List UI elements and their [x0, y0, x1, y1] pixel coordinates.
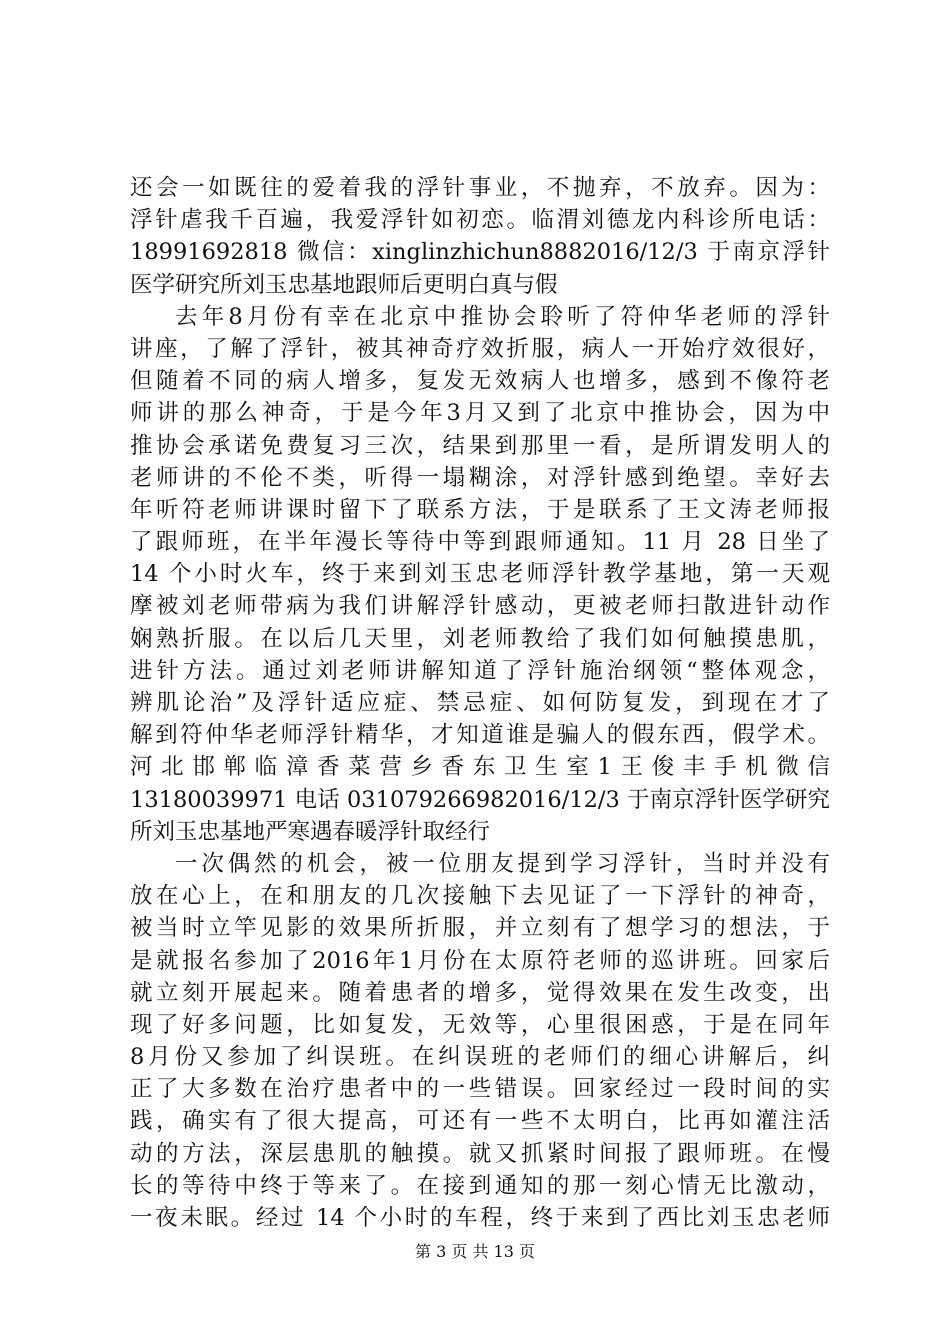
text-line: 13180039971 电话 031079266982016/12/3 于南京浮针医学研究 — [130, 786, 830, 813]
text-line: 进针方法。通过刘老师讲解知道了浮针施治纲领“整体观念， — [130, 657, 830, 684]
text-line: 现了好多问题，比如复发，无效等，心里很困惑，于是在同年 — [130, 1011, 830, 1038]
text-line: 讲座，了解了浮针，被其神奇疗效折服，病人一开始疗效很好， — [130, 335, 830, 362]
text-line: 了跟师班，在半年漫长等待中等到跟师通知。11 月 28 日坐了 — [130, 529, 830, 556]
body-text — [130, 172, 830, 1234]
text-line: 长的等待中终于等来了。在接到通知的那一刻心情无比激动， — [130, 1172, 830, 1199]
text-line: 解到符仲华老师浮针精华，才知道谁是骗人的假东西，假学术。 — [130, 722, 830, 749]
text-line: 师讲的那么神奇，于是今年3月又到了北京中推协会，因为中 — [130, 400, 830, 427]
text-line: 浮针虐我千百遍，我爱浮针如初恋。临渭刘德龙内科诊所电话： — [130, 207, 830, 234]
text-line: 但随着不同的病人增多，复发无效病人也增多，感到不像符老 — [130, 368, 830, 395]
text-line: 医学研究所刘玉忠基地跟师后更明白真与假 — [130, 271, 558, 298]
paragraph-first-line: 一次偶然的机会，被一位朋友提到学习浮针，当时并没有 — [175, 850, 830, 877]
paragraph-first-line: 去年8月份有幸在北京中推协会聆听了符仲华老师的浮针 — [175, 303, 830, 330]
text-line: 14 个小时火车，终于来到刘玉忠老师浮针教学基地，第一天观 — [130, 561, 830, 588]
text-line: 摩被刘老师带病为我们讲解浮针感动，更被老师扫散进针动作 — [130, 593, 830, 620]
text-line: 践，确实有了很大提高，可还有一些不太明白，比再如灌注活 — [130, 1108, 830, 1135]
text-line: 正了大多数在治疗患者中的一些错误。回家经过一段时间的实 — [130, 1076, 830, 1103]
text-line: 辨肌论治”及浮针适应症、禁忌症、如何防复发，到现在才了 — [130, 690, 830, 716]
text-line: 8月份又参加了纠误班。在纠误班的老师们的细心讲解后，纠 — [130, 1044, 830, 1071]
text-line: 推协会承诺免费复习三次，结果到那里一看，是所谓发明人的 — [130, 432, 830, 459]
text-line: 河北邯郸临漳香菜营乡香东卫生室1王俊丰手机微信 — [130, 754, 830, 781]
page-number-footer: 第 3 页 共 13 页 — [415, 1242, 535, 1261]
text-line: 老师讲的不伦不类，听得一塌糊涂，对浮针感到绝望。幸好去 — [130, 464, 830, 491]
text-line: 是就报名参加了2016年1月份在太原符老师的巡讲班。回家后 — [130, 947, 830, 974]
text-line: 被当时立竿见影的效果所折服，并立刻有了想学习的想法，于 — [130, 915, 830, 942]
text-line: 放在心上，在和朋友的几次接触下去见证了一下浮针的神奇， — [130, 883, 830, 910]
text-line: 一夜未眠。经过 14 个小时的车程，终于来到了西比刘玉忠老师 — [130, 1205, 830, 1231]
text-line: 年听符老师讲课时留下了联系方法，于是联系了王文涛老师报 — [130, 496, 830, 523]
text-line: 还会一如既往的爱着我的浮针事业，不抛弃，不放弃。因为： — [130, 175, 830, 201]
text-line: 所刘玉忠基地严寒遇春暖浮针取经行 — [130, 818, 491, 845]
text-line: 就立刻开展起来。随着患者的增多，觉得效果在发生改变，出 — [130, 979, 830, 1006]
text-line: 动的方法，深层患肌的触摸。就又抓紧时间报了跟师班。在慢 — [130, 1140, 830, 1167]
text-line: 18991692818 微信：xinglinzhichun8882016/12/3 于南京浮针 — [130, 239, 830, 266]
text-line: 娴熟折服。在以后几天里，刘老师教给了我们如何触摸患肌， — [130, 625, 830, 652]
